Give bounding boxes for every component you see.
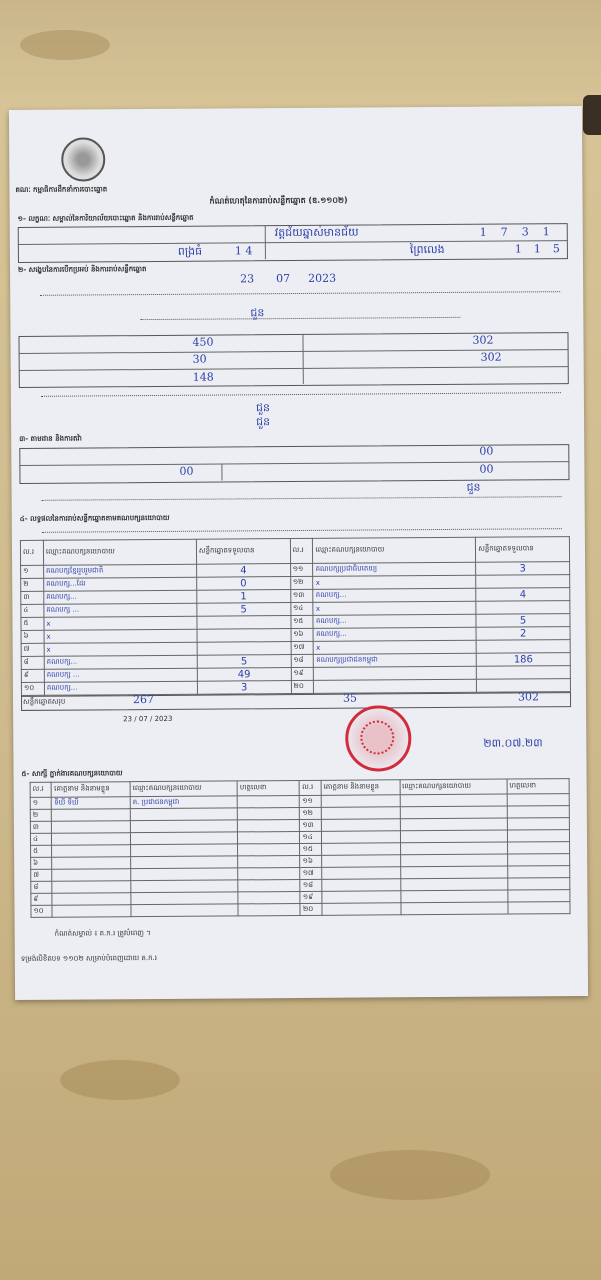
- witness-name: [52, 845, 131, 858]
- witness-name: [321, 795, 400, 808]
- witness-signature: [507, 854, 569, 866]
- open-year: 2023: [308, 271, 337, 285]
- party-name: គណបក្សខ្មែររួបរួមជាតិ: [43, 564, 196, 578]
- table-row: [31, 902, 570, 918]
- row-number: ២: [21, 578, 44, 591]
- party-name: x: [44, 629, 197, 643]
- witness-name: [52, 869, 131, 882]
- row-number: ៧: [21, 643, 44, 656]
- col-header-sign: ហត្ថលេខា: [237, 780, 299, 795]
- clipboard-clip: [583, 95, 601, 135]
- witness-name: [321, 819, 400, 832]
- col-header-votes: សន្លឹកឆ្នោតទទួលបាន: [476, 537, 570, 563]
- party-name: x: [314, 640, 477, 654]
- col-header-sign: ហត្ថលេខា: [507, 779, 569, 794]
- footer-note: កំណត់សម្គាល់ ៖ គ.ក.រ ត្រូវបំពេញ ។: [54, 929, 151, 938]
- village-number: 1 4: [234, 244, 253, 258]
- ballots-received: 450: [192, 335, 214, 349]
- witness-party: [400, 794, 507, 807]
- col-header-no: ល.រ: [300, 780, 322, 795]
- section5-title: ៥- សាក្សី ភ្នាក់ងារគណបក្សនយោបាយ: [21, 769, 123, 778]
- witness-name: [321, 831, 400, 844]
- witness-signature: [507, 806, 569, 818]
- results-date: 23 / 07 / 2023: [123, 714, 173, 724]
- row-number: ៦: [31, 857, 53, 869]
- row-number: ១១: [300, 795, 322, 807]
- note-signature-4: ជួន: [466, 480, 481, 494]
- witness-name: [52, 857, 131, 870]
- col-header-no: ល.រ: [290, 538, 313, 563]
- party-name: គណបក្ស...: [44, 590, 197, 604]
- vote-count: 5: [197, 603, 291, 617]
- witness-party: [130, 808, 237, 821]
- witness-name: [52, 809, 131, 822]
- col-header-party: ឈ្មោះគណបក្សនយោបាយ: [130, 781, 237, 797]
- row-number: ៨: [21, 656, 44, 669]
- witness-name: [52, 893, 131, 906]
- witness-party: [400, 866, 507, 879]
- vote-count: [476, 666, 570, 680]
- row-number: ១៨: [291, 654, 314, 667]
- footer-form-id: ទម្រង់លិខិតបទ ១១០២ សម្រាប់បំពេញដោយ គ.ក.រ: [20, 953, 157, 963]
- row-number: ៤: [21, 604, 44, 617]
- party-name: [314, 666, 477, 680]
- party-name: x: [44, 616, 197, 630]
- table-stain: [330, 1150, 490, 1200]
- official-stamp: [345, 705, 411, 771]
- party-name: [314, 679, 477, 693]
- party-name: គណបក្ស...ដែរ: [44, 577, 197, 591]
- col-header-name: គោត្តនាម និងនាមខ្លួន: [52, 782, 131, 798]
- vote-count: 3: [476, 562, 570, 576]
- ballots-voters: 302: [480, 350, 502, 364]
- row-number: ៩: [31, 893, 53, 905]
- witness-party: [131, 868, 238, 881]
- vote-count: 4: [476, 588, 570, 602]
- witness-party: [400, 902, 507, 915]
- witness-name: [52, 833, 131, 846]
- vote-count: 1: [197, 590, 291, 604]
- witness-name: [52, 881, 131, 894]
- station-name: វត្តជ័យឆ្នាស់មានជ័យ: [274, 225, 359, 240]
- col-header-name: គោត្តនាម និងនាមខ្លួន: [321, 780, 400, 796]
- witness-signature: [237, 795, 299, 807]
- section2-title: ២- សង្ខេបនៃការបើកប្រអប់ និងការរាប់សន្លឹកឆ្នោត: [17, 265, 147, 274]
- witness-party: [400, 818, 507, 831]
- vote-count: 4: [196, 564, 290, 578]
- table-stain: [60, 1060, 180, 1100]
- row-number: ១៧: [291, 641, 314, 654]
- section4-title: ៤- លទ្ធផលនៃការរាប់សន្លឹកឆ្នោតតាមគណបក្សនយោបាយ: [19, 513, 170, 523]
- document-sheet: [9, 106, 588, 1000]
- witness-table: [30, 778, 571, 918]
- witness-signature: [507, 794, 569, 806]
- witness-signature: [508, 890, 570, 902]
- vote-count: 5: [476, 614, 570, 628]
- row-number: ១: [30, 797, 52, 809]
- row-number: ៣: [30, 821, 52, 833]
- witness-party: [131, 892, 238, 905]
- total-votes-1: 267: [132, 693, 155, 707]
- witness-party: [130, 832, 237, 845]
- witness-name: [52, 905, 131, 918]
- party-name: គណបក្ស ...: [44, 603, 197, 617]
- ballots-unused: 30: [192, 352, 207, 366]
- witness-signature: [238, 891, 300, 903]
- witness-name: [321, 807, 400, 820]
- row-number: ២០: [300, 903, 322, 915]
- witness-party: [400, 842, 507, 855]
- ballots-used: 302: [472, 333, 494, 347]
- party-name: គណបក្ស...: [313, 588, 476, 602]
- note-signature-3: ជួន: [256, 415, 271, 429]
- witness-name: [322, 903, 401, 916]
- station-code: 1731: [479, 225, 564, 239]
- party-name: x: [313, 575, 476, 589]
- row-number: ៩: [21, 669, 44, 682]
- witness-signature: [237, 807, 299, 819]
- witness-signature: [238, 831, 300, 843]
- row-number: ១៤: [290, 602, 313, 615]
- vote-count: 3: [197, 681, 291, 695]
- witness-name: [322, 879, 401, 892]
- row-number: ១៤: [300, 831, 322, 843]
- witness-party: [400, 854, 507, 867]
- party-name: គណបក្ស...: [313, 614, 476, 628]
- row-number: ១: [21, 565, 44, 578]
- party-name: គណបក្ស ...: [44, 668, 197, 682]
- row-number: ១៧: [300, 867, 322, 879]
- party-name: គណបក្ស...: [44, 655, 197, 669]
- section1-title: ១- លក្ខណៈ សម្គាល់នៃការិយាល័យបោះឆ្នោត និងការរាប់សន្លឹកឆ្នោត: [17, 213, 194, 223]
- row-number: ៤: [30, 833, 52, 845]
- row-number: ១២: [290, 576, 313, 589]
- witness-signature: [238, 819, 300, 831]
- row-number: ៦: [21, 630, 44, 643]
- party-name: គណបក្ស...: [44, 681, 197, 695]
- witness-signature: [507, 818, 569, 830]
- vote-count: [476, 601, 570, 615]
- witness-name: [321, 843, 400, 856]
- witness-party: [131, 844, 238, 857]
- commune-name: ព្រៃលេង: [409, 242, 445, 257]
- section3-title: ៣- តាមដាន និងការតវ៉ា: [19, 434, 82, 443]
- vote-count: 49: [197, 668, 291, 682]
- party-name: x: [313, 601, 476, 615]
- witness-signature: [507, 866, 569, 878]
- emblem-icon: [61, 137, 105, 181]
- row-number: ១៥: [300, 843, 322, 855]
- protest-count-3: 00: [479, 462, 494, 476]
- row-number: ៨: [31, 881, 53, 893]
- row-number: ១៦: [300, 855, 322, 867]
- witness-name: [322, 855, 401, 868]
- note-signature-2: ជួន: [255, 401, 270, 415]
- commune-code: 115: [514, 242, 572, 256]
- witness-signature: [238, 867, 300, 879]
- ballots-spoiled: 148: [192, 370, 214, 384]
- witness-party: [400, 806, 507, 819]
- vote-count: 2: [476, 627, 570, 641]
- vote-count: [476, 575, 570, 589]
- witness-signature: [507, 842, 569, 854]
- row-number: ៥: [31, 845, 53, 857]
- row-number: ១៦: [291, 628, 314, 641]
- vote-count: [197, 642, 291, 656]
- witness-signature: [238, 855, 300, 867]
- open-day: 23: [240, 272, 255, 286]
- row-number: ១១: [290, 563, 313, 576]
- col-header-party: ឈ្មោះគណបក្សនយោបាយ: [43, 539, 196, 565]
- village-name: ពង្រធំ: [177, 244, 203, 258]
- org-name: គណៈ កម្មាធិការដឹកនាំការបោះឆ្នោត: [15, 185, 108, 194]
- totals-row: [21, 692, 571, 711]
- vote-count: 5: [197, 655, 291, 669]
- vote-count: [476, 640, 570, 654]
- witness-party: [131, 856, 238, 869]
- col-header-votes: សន្លឹកឆ្នោតទទួលបាន: [196, 539, 290, 565]
- row-number: ១៩: [300, 891, 322, 903]
- row-number: ១៩: [291, 667, 314, 680]
- open-month: 07: [276, 272, 291, 286]
- witness-signature: [238, 843, 300, 855]
- witness-signature: [507, 830, 569, 842]
- note-signature-1: ជួន: [250, 306, 265, 320]
- total-label: សន្លឹកឆ្នោតសរុប: [23, 697, 66, 706]
- witness-name: [322, 867, 401, 880]
- row-number: ៥: [21, 617, 44, 630]
- witness-party: [130, 820, 237, 833]
- row-number: ៣: [21, 591, 44, 604]
- col-header-no: ល.រ: [30, 782, 52, 797]
- page-title: កំណត់ហេតុនៃការរាប់សន្លឹកឆ្នោត (ឌ.១១០២): [209, 195, 348, 206]
- witness-party: [400, 830, 507, 843]
- witness-party: គ. ប្រជាជនកម្ពុជា: [130, 796, 237, 809]
- col-header-no: ល.រ: [20, 540, 43, 565]
- vote-count: 0: [197, 577, 291, 591]
- col-header-party: ឈ្មោះគណបក្សនយោបាយ: [400, 779, 507, 795]
- party-name: គណបក្ស...: [314, 627, 477, 641]
- witness-party: [400, 890, 507, 903]
- witness-signature: [238, 903, 300, 915]
- row-number: ២: [30, 809, 52, 821]
- protest-count-1: 00: [479, 444, 494, 458]
- row-number: ១០: [21, 682, 44, 695]
- witness-name: ទីឃី ទីឃី: [52, 797, 131, 810]
- president-signature-date: ២៣.០៧.២៣: [483, 736, 543, 750]
- row-number: ១៥: [291, 615, 314, 628]
- witness-party: [131, 904, 238, 917]
- vote-count: 186: [476, 653, 570, 667]
- party-name: x: [44, 642, 197, 656]
- witness-name: [52, 821, 131, 834]
- row-number: ១០: [31, 905, 53, 917]
- row-number: ១៨: [300, 879, 322, 891]
- party-name: គណបក្សប្រជាធិបតេយ្យ: [313, 562, 476, 576]
- row-number: ១២: [300, 807, 322, 819]
- witness-signature: [507, 878, 569, 890]
- col-header-party: ឈ្មោះគណបក្សនយោបាយ: [313, 537, 476, 563]
- witness-party: [131, 880, 238, 893]
- party-name: គណបក្សប្រជាជនកម្ពុជា: [314, 653, 477, 667]
- total-votes-2: 35: [342, 691, 358, 705]
- witness-signature: [508, 902, 570, 914]
- table-stain: [20, 30, 110, 60]
- party-results-table: [20, 536, 571, 696]
- witness-name: [322, 891, 401, 904]
- vote-count: [197, 616, 291, 630]
- protest-count-2: 00: [179, 464, 194, 478]
- row-number: ៧: [31, 869, 53, 881]
- row-number: ២០: [291, 680, 314, 693]
- witness-party: [400, 878, 507, 891]
- witness-signature: [238, 879, 300, 891]
- total-votes-3: 302: [517, 690, 540, 704]
- vote-count: [197, 629, 291, 643]
- row-number: ១៣: [290, 589, 313, 602]
- row-number: ១៣: [300, 819, 322, 831]
